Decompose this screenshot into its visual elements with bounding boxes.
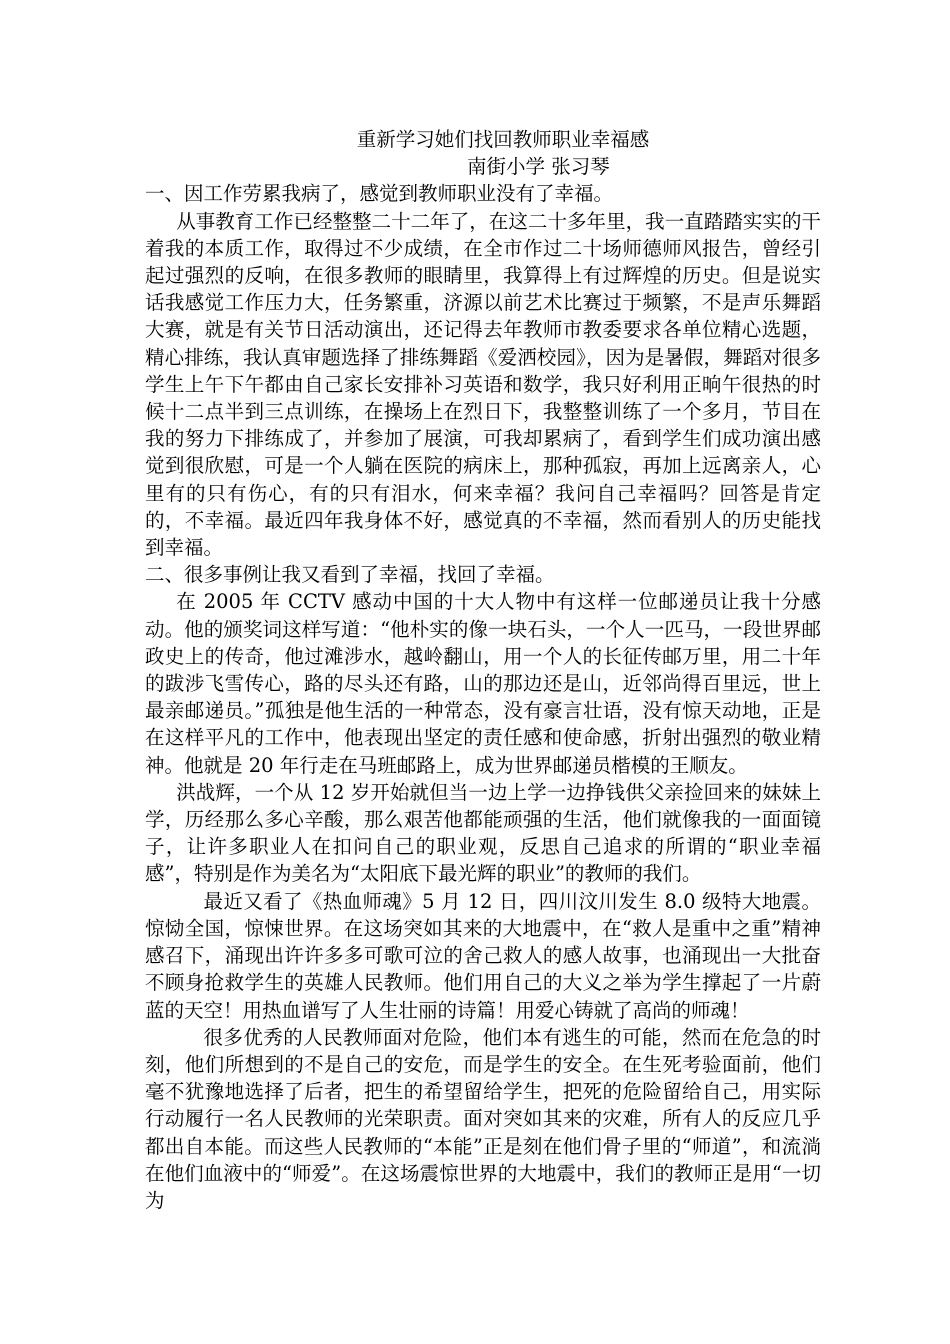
paragraph-4: 最近又看了《热血师魂》5 月 12 日，四川汶川发生 8.0 级特大地震。惊恸全国，惊悚世界。在这场突如其来的大地震中，在“救人是重中之重”精神感召下，涌现出许许多多可歌可泣的舍己救人的感人故事，也涌现出一大批奋不顾身抢救学生的英雄人民教师。他们用自己的大义之举为学生撑起了一片蔚蓝的天空！用热血谱写了人生壮丽的诗篇！用爱心铸就了高尚的师魂！ — [145, 889, 821, 1022]
section-heading-2: 二、很多事例让我又看到了幸福，找回了幸福。 — [145, 563, 555, 587]
document-page — [145, 126, 821, 1214]
paragraph-5: 很多优秀的人民教师面对危险，他们本有逃生的可能，然而在危急的时刻，他们所想到的不是自己的安危，而是学生的安全。在生死考验面前，他们毫不犹豫地选择了后者，把生的希望留给学生，把死的危险留给自己，用实际行动履行一名人民教师的光荣职责。面对突如其来的灾难，所有人的反应几乎都出自本能。而这些人民教师的“本能”正是刻在他们骨子里的“师道”，和流淌在他们血液中的“师爱”。在这场震惊世界的大地震中，我们的教师正是用“一切为 — [145, 1025, 821, 1212]
paragraph-1: 从事教育工作已经整整二十二年了，在这二十多年里，我一直踏踏实实的干着我的本质工作，取得过不少成绩，在全市作过二十场师德师风报告，曾经引起过强烈的反响，在很多教师的眼睛里，我算得上有过辉煌的历史。但是说实话我感觉工作压力大，任务繁重，济源以前艺术比赛过于频繁，不是声乐舞蹈大赛，就是有关节日活动演出，还记得去年教师市教委要求各单位精心选题，精心排练，我认真审题选择了排练舞蹈《爱洒校园》，因为是暑假，舞蹈对很多学生上午下午都由自己家长安排补习英语和数学，我只好利用正晌午很热的时候十二点半到三点训练，在操场上在烈日下，我整整训练了一个多月，节目在我的努力下排练成了，并参加了展演，可我却累病了，看到学生们成功演出感觉到很欣慰，可是一个人躺在医院的病床上，那种孤寂，再加上远离亲人，心里有的只有伤心，有的只有泪水，何来幸福？我问自己幸福吗？回答是肯定的，不幸福。最近四年我身体不好，感觉真的不幸福，然而看别人的历史能找到幸福。 — [145, 209, 821, 560]
paragraph-3: 洪战辉，一个从 12 岁开始就但当一边上学一边挣钱供父亲捡回来的妹妹上学，历经那么多心辛酸，那么艰苦他都能顽强的生活，他们就像我的一面面镜子，让许多职业人在扣问自己的职业观，反思自己追求的所谓的“职业幸福感”，特别是作为美名为“太阳底下最光辉的职业”的教师的我们。 — [145, 780, 821, 886]
section-heading-1: 一、因工作劳累我病了，感觉到教师职业没有了幸福。 — [145, 182, 614, 206]
paragraph-2: 在 2005 年 CCTV 感动中国的十大人物中有这样一位邮递员让我十分感动。他的颁奖词这样写道：“他朴实的像一块石头，一个人一匹马，一段世界邮政史上的传奇，他过滩涉水，越岭翻山，用一个人的长征传邮万里，用二十年的跋涉飞雪传心，路的尽头还有路，山的那边还是山，近邻尚得百里远，世上最亲邮递员。”孤独是他生活的一种常态，没有豪言壮语，没有惊天动地，正是在这样平凡的工作中，他表现出坚定的责任感和使命感，折射出强烈的敬业精神。他就是 20 年行走在马班邮路上，成为世界邮递员楷模的王顺友。 — [145, 590, 821, 777]
document-title: 重新学习她们找回教师职业幸福感 — [356, 128, 650, 151]
author-byline: 南街小学 张习琴 — [467, 155, 610, 179]
